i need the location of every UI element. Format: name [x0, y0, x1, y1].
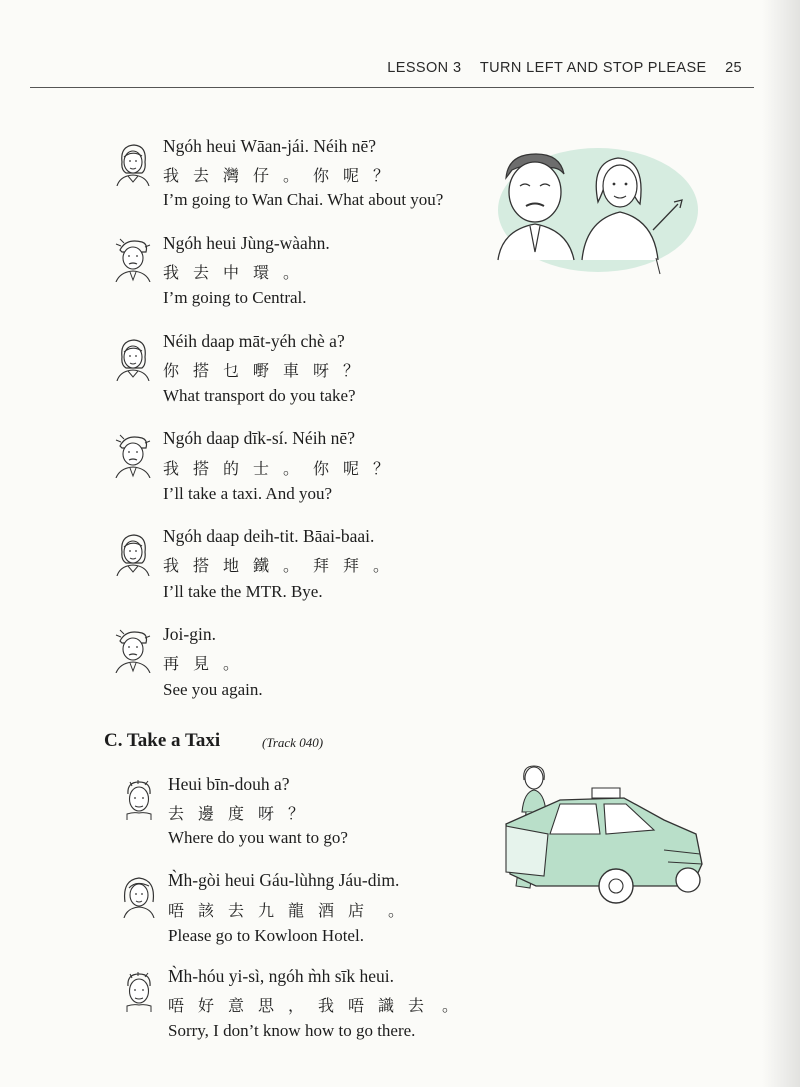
- romanization: Joi-gin.: [163, 624, 216, 644]
- english-translation: Please go to Kowloon Hotel.: [168, 926, 364, 945]
- chinese-text: 唔 該 去 九 龍 酒 店 。: [168, 901, 405, 920]
- english-translation: I’m going to Central.: [163, 288, 307, 307]
- chinese-text: 再 見 。: [163, 654, 240, 673]
- chinese-text: 去 邊 度 呀 ？: [168, 804, 305, 823]
- running-header: [0, 60, 742, 76]
- chinese-text: 唔 好 意 思 ， 我 唔 識 去 。: [168, 996, 459, 1015]
- taxi-illustration-icon: [496, 764, 711, 914]
- chinese-text: 我 搭 的 士 。 你 呢 ？: [163, 459, 390, 478]
- english-translation: I’ll take the MTR. Bye.: [163, 582, 323, 601]
- woman-avatar-icon: [112, 530, 154, 576]
- romanization: Heui bīn-douh a?: [168, 774, 290, 794]
- lesson-number: LESSON 3: [387, 60, 462, 76]
- english-translation: See you again.: [163, 680, 263, 699]
- man-avatar-icon: [112, 236, 154, 282]
- english-translation: Sorry, I don’t know how to go there.: [168, 1021, 416, 1040]
- romanization: Ngóh daap deih-tit. Bāai-baai.: [163, 526, 375, 546]
- romanization: Néih daap māt-yéh chè a?: [163, 331, 345, 351]
- romanization: Ngóh heui Wāan-jái. Néih nē?: [163, 136, 376, 156]
- romanization: M̀h-hóu yi-sì, ngóh m̀h sīk heui.: [168, 966, 395, 986]
- two-people-illustration-icon: [478, 140, 703, 280]
- header-rule: [30, 87, 754, 88]
- english-translation: I’m going to Wan Chai. What about you?: [163, 190, 444, 209]
- woman-avatar-icon: [112, 335, 154, 381]
- english-translation: Where do you want to go?: [168, 828, 348, 847]
- chinese-text: 我 搭 地 鐵 。 拜 拜 。: [163, 556, 390, 575]
- man-avatar-icon: [112, 627, 154, 673]
- man-avatar-icon: [112, 432, 154, 478]
- track-number: (Track 040): [262, 735, 324, 750]
- lesson-title: TURN LEFT AND STOP PLEASE: [479, 60, 707, 76]
- romanization: M̀h-gòi heui Gáu-lùhng Jáu-dim.: [168, 870, 400, 890]
- chinese-text: 我 去 中 環 。: [163, 263, 300, 282]
- romanization: Ngóh heui Jùng-wàahn.: [163, 233, 330, 253]
- romanization: Ngóh daap dīk-sí. Néih nē?: [163, 428, 355, 448]
- woman-avatar-icon: [112, 140, 154, 186]
- page-number: 25: [725, 60, 742, 76]
- section-heading: C. Take a Taxi: [104, 730, 221, 751]
- passenger-avatar-icon: [118, 872, 160, 918]
- driver-avatar-icon: [118, 968, 160, 1014]
- english-translation: I’ll take a taxi. And you?: [163, 484, 333, 503]
- driver-avatar-icon: [118, 776, 160, 822]
- english-translation: What transport do you take?: [163, 386, 356, 405]
- page-edge-shadow: [762, 0, 800, 1087]
- chinese-text: 我 去 灣 仔 。 你 呢 ？: [163, 166, 390, 185]
- chinese-text: 你 搭 乜 嘢 車 呀 ？: [163, 361, 360, 380]
